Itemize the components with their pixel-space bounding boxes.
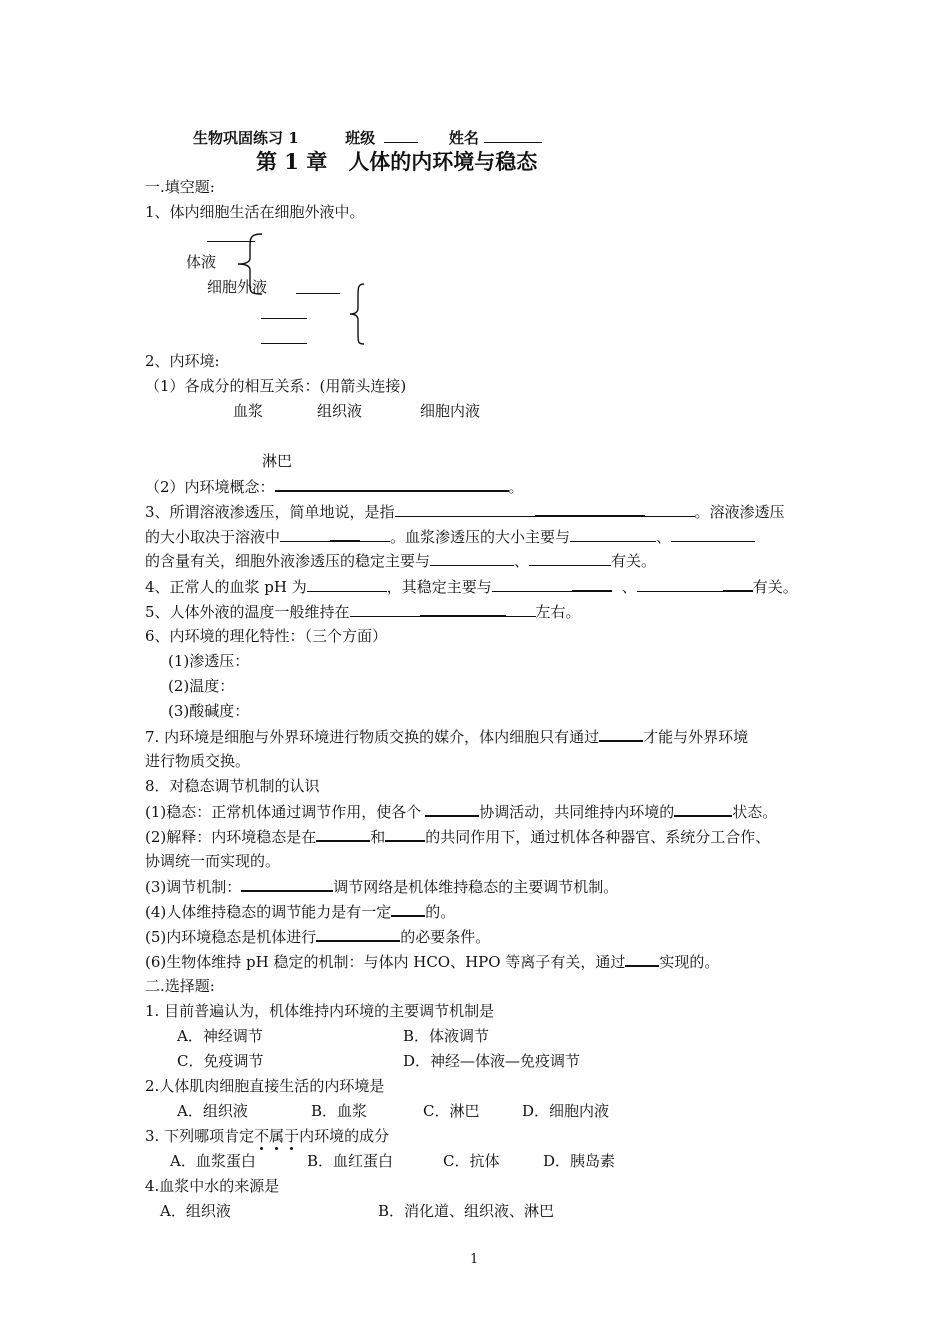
q8-text: 的必要条件。 (400, 928, 491, 946)
q3-text: 、 (656, 528, 672, 546)
q6-item-temperature: (2)温度： (168, 677, 235, 695)
practice-title: 生物巩固练习 1 (193, 129, 299, 147)
q8-text: (1)稳态：正常机体通过调节作用，使各个 (145, 803, 422, 821)
section2-heading: 二.选择题: (145, 977, 215, 995)
q3-text: 。血浆渗透压的大小主要与 (390, 528, 571, 546)
q5-blank-a[interactable] (350, 602, 420, 617)
q8-p3 (145, 876, 618, 897)
q8-text: 调节网络是机体维持稳态的主要调节机制。 (333, 878, 619, 896)
emphasis-char: 于 (284, 1127, 300, 1145)
q5-blank-c[interactable] (506, 602, 536, 617)
q7-text: 才能与外界环境 (643, 728, 749, 746)
q4-blank-3a[interactable] (637, 577, 723, 592)
mc-q3-stem-text: 3. 下列哪项肯定 (145, 1127, 255, 1145)
q3-blank-1b[interactable] (535, 501, 645, 517)
q8-text: 状态。 (732, 803, 778, 821)
mc-q3-option-d[interactable]: D．胰岛素 (543, 1152, 616, 1170)
q4-blank-2b[interactable] (572, 576, 612, 592)
mc-q3-stem (145, 1126, 389, 1146)
q3-blank-1c[interactable] (645, 502, 695, 517)
q3-text: 的含量有关，细胞外液渗透压的稳定主要与 (145, 552, 431, 570)
chapter-title: 第 1 章 人体的内环境与稳态 (256, 149, 538, 174)
q8-text: (4)人体维持稳态的调节能力是有一定 (145, 903, 392, 921)
q5-text: 5、人体外液的温度一般维持在 (145, 603, 350, 621)
mc-q2-option-d[interactable]: D．细胞内液 (522, 1102, 610, 1120)
q8-blank-2b[interactable] (385, 826, 425, 842)
q1-blank-extracellular-2[interactable] (261, 318, 307, 319)
body-fluid-label: 体液 (186, 253, 217, 271)
emphasis-char: 不 (254, 1127, 270, 1145)
q4-text: 4、正常人的血浆 pH 为 (145, 578, 307, 596)
mc-q4-option-a[interactable]: A．组织液 (160, 1202, 231, 1220)
intracellular-fluid-label: 细胞内液 (420, 402, 481, 420)
mc-q2-option-c[interactable]: C．淋巴 (423, 1102, 480, 1120)
q8-p2-cont: 协调统一而实现的。 (145, 852, 281, 870)
q3-blank-3b[interactable] (529, 551, 611, 566)
q3-blank-3a[interactable] (430, 551, 514, 566)
q3-blank-1a[interactable] (395, 502, 535, 517)
section1-heading: 一.填空题: (145, 178, 215, 196)
q2-sub2 (145, 476, 524, 497)
q8-text: (6)生物体维持 pH 稳定的机制：与体内 HCO、HPO 等离子有关，通过 (145, 953, 626, 971)
q8-p6 (145, 951, 719, 972)
q8-blank-state[interactable] (674, 801, 732, 817)
q6-item-osmotic: (1)渗透压： (168, 652, 250, 670)
q4-blank-3b[interactable] (723, 576, 753, 592)
lymph-label: 淋巴 (262, 452, 293, 470)
q3-text: 3、所谓溶液渗透压，简单地说，是指 (145, 503, 395, 521)
q3-text: 、 (514, 552, 530, 570)
q8-text: 的。 (425, 903, 456, 921)
q3-blank-2d[interactable] (570, 527, 656, 542)
q7-blank[interactable] (599, 726, 643, 742)
mc-q3-option-a[interactable]: A．血浆蛋白 (170, 1152, 256, 1170)
mc-q4-option-b[interactable]: B．消化道、组织液、淋巴 (378, 1202, 555, 1220)
q4-blank-2a[interactable] (492, 577, 572, 592)
class-label: 班级 (345, 129, 376, 147)
q4-text: ，其稳定主要与 (386, 578, 492, 596)
q8-text: (3)调节机制： (145, 878, 242, 896)
emphasis-char: 属 (269, 1127, 285, 1145)
q1-blank-extracellular-1[interactable] (296, 293, 340, 294)
q8-heading: 8．对稳态调节机制的认识 (145, 777, 320, 795)
q2-sub2-label: （2）内环境概念： (145, 478, 275, 496)
q8-blank-6[interactable] (625, 951, 659, 967)
q2-sub1: （1）各成分的相互关系：(用箭头连接) (145, 377, 407, 395)
q8-blank-5[interactable] (316, 926, 400, 942)
q3-blank-2e[interactable] (671, 527, 755, 542)
q5-line (145, 601, 581, 622)
mc-q3-option-b[interactable]: B．血红蛋白 (307, 1152, 394, 1170)
q8-text: 协调活动，共同维持内环境的 (479, 803, 675, 821)
q5-blank-b[interactable] (420, 601, 506, 617)
q8-text: 和 (370, 828, 386, 846)
q4-blank-ph[interactable] (307, 577, 387, 592)
q6-heading: 6、内环境的理化特性：（三个方面） (145, 627, 388, 645)
q2-heading: 2、内环境: (145, 352, 220, 370)
tissue-fluid-label: 组织液 (317, 402, 363, 420)
q3-line1 (145, 501, 785, 522)
mc-q4-stem: 4.血浆中水的来源是 (145, 1177, 280, 1195)
q8-blank-3[interactable] (241, 876, 333, 892)
mc-q1-option-d[interactable]: D．神经—体液—免疫调节 (403, 1052, 581, 1070)
extracellular-brace (348, 282, 368, 346)
mc-q2-option-b[interactable]: B．血浆 (311, 1102, 368, 1120)
q8-p5 (145, 926, 490, 947)
q8-blank-2a[interactable] (316, 826, 370, 842)
q3-blank-2a[interactable] (280, 527, 330, 542)
worksheet-header (193, 128, 542, 148)
q2-sub2-end: 。 (508, 478, 524, 496)
q3-blank-2b[interactable] (330, 526, 360, 542)
mc-q3-stem-text: 内环境的成分 (299, 1127, 390, 1145)
name-blank[interactable] (484, 128, 542, 143)
mc-q1-option-a[interactable]: A．神经调节 (177, 1027, 263, 1045)
mc-q1-option-b[interactable]: B．体液调节 (403, 1027, 490, 1045)
q3-text: 有关。 (611, 552, 657, 570)
q7-line1 (145, 726, 748, 747)
mc-q3-emphasis (254, 1127, 299, 1145)
q4-text: 有关。 (752, 578, 798, 596)
q8-blank-4[interactable] (391, 901, 425, 917)
mc-q1-option-c[interactable]: C．免疫调节 (177, 1052, 264, 1070)
q1-blank-extracellular-3[interactable] (261, 343, 307, 344)
page-number: 1 (470, 1252, 479, 1267)
mc-q1-stem: 1. 目前普遍认为，机体维持内环境的主要调节机制是 (145, 1002, 495, 1020)
q3-line2 (145, 526, 755, 547)
q8-p4 (145, 901, 455, 922)
name-label: 姓名 (448, 129, 479, 147)
extracellular-fluid-label: 细胞外液 (207, 278, 268, 296)
class-blank[interactable] (384, 128, 418, 143)
plasma-label: 血浆 (233, 402, 264, 420)
q8-p1 (145, 801, 777, 822)
q5-text: 左右。 (535, 603, 581, 621)
q6-item-ph: (3)酸碱度： (168, 702, 250, 720)
q3-text: 的大小取决于溶液中 (145, 528, 281, 546)
q4-text: 、 (621, 578, 637, 596)
q8-text: (5)内环境稳态是机体进行 (145, 928, 317, 946)
q8-text: 实现的。 (659, 953, 720, 971)
mc-q3-option-c[interactable]: C．抗体 (443, 1152, 500, 1170)
q3-blank-2c[interactable] (360, 527, 390, 542)
q2-concept-blank[interactable] (275, 476, 509, 492)
mc-q2-option-a[interactable]: A．组织液 (177, 1102, 248, 1120)
q1-text: 1、体内细胞生活在细胞外液中。 (145, 203, 365, 221)
q7-line2: 进行物质交换。 (145, 752, 251, 770)
q8-text: (2)解释：内环境稳态是在 (145, 828, 317, 846)
q7-text: 7. 内环境是细胞与外界环境进行物质交换的媒介，体内细胞只有通过 (145, 728, 600, 746)
q8-p2 (145, 826, 770, 847)
q4-line (145, 576, 798, 597)
q3-line3 (145, 551, 656, 571)
q8-text: 的共同作用下，通过机体各种器官、系统分工合作、 (425, 828, 771, 846)
mc-q2-stem: 2.人体肌肉细胞直接生活的内环境是 (145, 1077, 385, 1095)
q3-text: 。溶液渗透压 (694, 503, 785, 521)
q8-blank-organs[interactable] (425, 801, 479, 817)
